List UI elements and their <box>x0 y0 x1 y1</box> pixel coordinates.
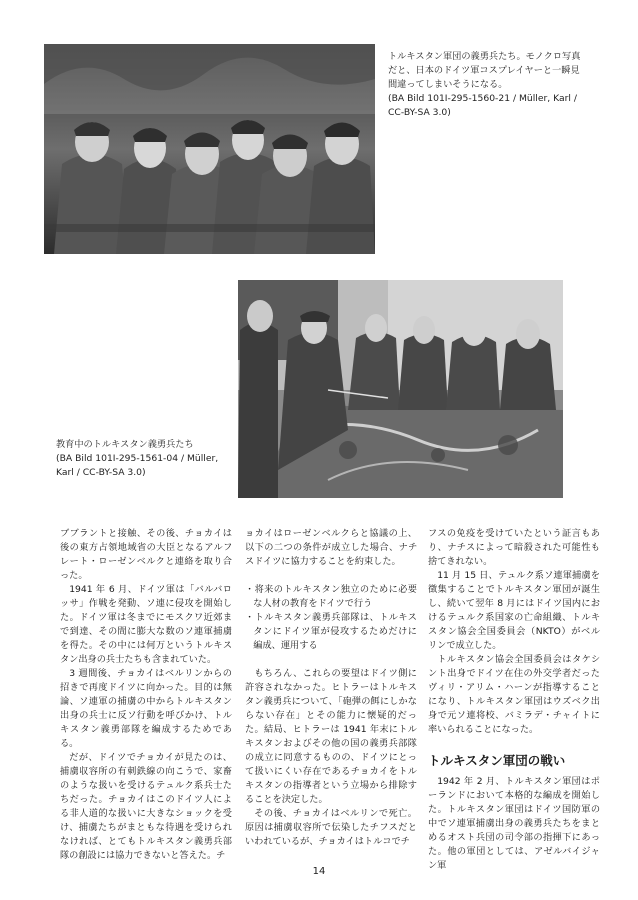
text-column-3 <box>428 527 600 873</box>
paragraph: 11 月 15 日、テュルク系ソ連軍捕虜を徴集することでトルキスタン軍団が誕生し、続いて翌年 8 月にはドイツ国内におけるテュルク系国家の亡命組織、トルキスタン協会全国委員会（NKTO）がベルリンで成立した。 <box>428 570 600 651</box>
section-heading: トルキスタン軍団の戦い <box>428 753 566 768</box>
paragraph: 1941 年 6 月、ドイツ軍は「バルバロッサ」作戦を発動、ソ連に侵攻を開始した。ドイツ軍は冬までにモスクワ近郊まで到達、その間に膨大な数のソ連軍捕虜を得た。その中には何万というトルキスタン出身の兵士たちも含まれていた。 <box>60 584 233 665</box>
paragraph: もちろん、これらの要望はドイツ側に許容されなかった。ヒトラーはトルキスタン義勇兵について、「砲弾の餌にしかならない存在」とその能力に懐疑的だった。結局、ヒトラーは 1941 年末にトルキスタンおよびその他の国の義勇兵部隊の成立に同意するものの、ドイツにとって扱いにくい存在であるチョカイをトルキスタンの指導者という立場から排除することを決定した。 <box>245 668 417 805</box>
photo1-caption-credit: (BA Bild 101I-295-1560-21 / Müller, Karl / <box>388 93 577 104</box>
photo1-caption-credit: CC-BY-SA 3.0) <box>388 107 451 118</box>
photo1-caption-line: 間違ってしまいそうになる。 <box>388 79 508 90</box>
photo-volunteers-training <box>238 280 563 498</box>
paragraph: フスの免疫を受けていたという証言もあり、ナチスによって暗殺された可能性も捨てきれない。 <box>428 528 600 567</box>
text-column-2 <box>245 527 417 849</box>
paragraph: トルキスタン協会全国委員会はタケシント出身でドイツ在住の外交学者だったヴィリ・アリム・ハーンが指導することになり、トルキスタン軍団はウズベク出身で元ソ連将校、バミラデ・チャイトに率いられることになった。 <box>428 654 600 735</box>
photo2-caption-line: 教育中のトルキスタン義勇兵たち <box>56 439 194 450</box>
paragraph: 1942 年 2 月、トルキスタン軍団はポーランドにおいて本格的な編成を開始した。トルキスタン軍団はドイツ国防軍の中でソ連軍捕虜出身の義勇兵たちをまとめるオスト兵団の司令部の指揮下にあった。他の軍団としては、アゼルバイジャン軍 <box>428 776 601 871</box>
page-number: 14 <box>312 866 326 877</box>
photo1-caption <box>388 50 588 120</box>
photo2-caption-credit: (BA Bild 101I-295-1561-04 / Müller, <box>56 453 219 464</box>
paragraph: ブブラントと接触、その後、チョカイは後の東方占領地域省の大臣となるアルフレート・ローゼンベルクと連絡を取り合った。 <box>60 528 232 581</box>
photo-volunteers-group-image <box>44 44 375 254</box>
photo-volunteers-group <box>44 44 375 254</box>
photo2-caption <box>56 438 241 480</box>
bullet-item: ・将来のトルキスタン独立のために必要な人材の教育をドイツで行う <box>245 584 417 609</box>
photo1-caption-line: トルキスタン軍団の義勇兵たち。モノクロ写真 <box>388 51 581 62</box>
bullet-item: ・トルキスタン義勇兵部隊は、トルキスタンにドイツ軍が侵攻するためだけに編成、運用する <box>245 612 417 651</box>
paragraph: 3 週間後、チョカイはベルリンからの招きで再度ドイツに向かった。目的は無論、ソ連軍の捕虜の中からトルキスタン出身の兵士に反ソ行動を呼びかけ、トルキスタン義勇部隊を編成するためである。 <box>60 668 232 749</box>
photo1-caption-line: だと、日本のドイツ軍コスプレイヤーと一瞬見 <box>388 65 580 76</box>
paragraph: だが、ドイツでチョカイが見たのは、捕虜収容所の有刺鉄線の向こうで、家畜のような扱いを受けるテュルク系兵士たちだった。チョカイはこのドイツ人による非人道的な扱いに大きなショックを受け、捕虜たちがまともな待遇を受けられなければ、とてもトルキスタン義勇兵部隊の創設には協力できないと答えた。チ <box>60 752 232 861</box>
photo2-caption-credit: Karl / CC-BY-SA 3.0) <box>56 467 146 478</box>
text-column-1 <box>60 527 232 863</box>
paragraph: その後、チョカイはベルリンで死亡。原因は捕虜収容所で伝染したチフスだといわれているが、チョカイはトルコでチ <box>245 808 417 847</box>
paragraph: ョカイはローゼンベルクらと協議の上、以下の二つの条件が成立した場合、ナチスドイツに協力することを約束した。 <box>245 528 417 567</box>
photo-volunteers-training-image <box>238 280 563 498</box>
